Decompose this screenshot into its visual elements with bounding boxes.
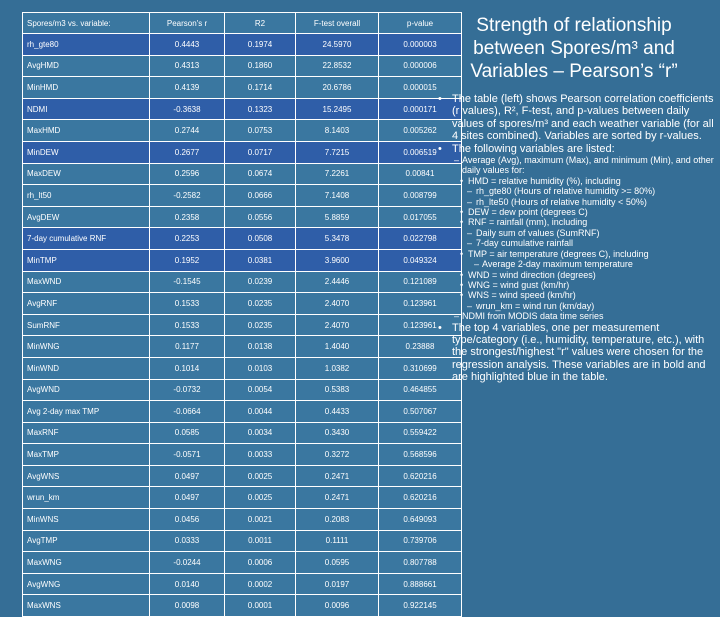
bullet-item	[430, 280, 715, 290]
table-row	[23, 206, 462, 228]
bullet-marker: •	[460, 269, 464, 280]
bullet-marker: •	[460, 248, 464, 259]
cell-p-value: 0.507067	[379, 401, 462, 423]
cell-variable: MaxWNG	[23, 552, 150, 574]
bullet-text: 7-day cumulative rainfall	[476, 238, 574, 249]
cell-f-test: 5.3478	[296, 228, 379, 250]
bullet-text: Daily sum of values (SumRNF)	[476, 227, 600, 238]
bullet-item	[430, 238, 715, 248]
bullet-item	[430, 301, 715, 311]
bullet-text: RNF = rainfall (mm), including	[468, 217, 588, 228]
cell-r2: 0.0556	[225, 206, 296, 228]
cell-r2: 0.0002	[225, 573, 296, 595]
cell-f-test: 2.4070	[296, 293, 379, 315]
cell-f-test: 0.1111	[296, 530, 379, 552]
cell-pearson-r: -0.3638	[150, 98, 225, 120]
cell-pearson-r: 0.4139	[150, 77, 225, 99]
cell-variable: MinWNS	[23, 509, 150, 531]
cell-pearson-r: 0.2253	[150, 228, 225, 250]
bullet-marker: •	[460, 175, 464, 186]
cell-variable: AvgRNF	[23, 293, 150, 315]
cell-r2: 0.0239	[225, 271, 296, 293]
bullet-text: Average 2-day maximum temperature	[482, 259, 633, 270]
cell-r2: 0.1323	[225, 98, 296, 120]
cell-f-test: 2.4070	[296, 314, 379, 336]
cell-variable: AvgWND	[23, 379, 150, 401]
cell-variable: AvgHMD	[23, 55, 150, 77]
table-row	[23, 573, 462, 595]
cell-f-test: 0.2471	[296, 487, 379, 509]
bullet-item	[430, 228, 715, 238]
cell-f-test: 0.0197	[296, 573, 379, 595]
header-variable: Spores/m3 vs. variable:	[23, 13, 150, 34]
bullet-item	[430, 186, 715, 196]
bullet-text: rh_lte50 (Hours of relative humidity < 50%)	[476, 196, 647, 207]
bullet-marker: –	[467, 227, 473, 238]
cell-variable: MaxWND	[23, 271, 150, 293]
cell-variable: SumRNF	[23, 314, 150, 336]
cell-pearson-r: 0.0497	[150, 487, 225, 509]
cell-pearson-r: -0.0244	[150, 552, 225, 574]
cell-variable: wrun_km	[23, 487, 150, 509]
bullet-marker: •	[438, 321, 442, 334]
header-pearson-r: Pearson's r	[150, 13, 225, 34]
cell-r2: 0.0011	[225, 530, 296, 552]
table-row	[23, 444, 462, 466]
bullet-text: rh_gte80 (Hours of relative humidity >= 80%)	[476, 186, 656, 197]
cell-f-test: 20.6786	[296, 77, 379, 99]
cell-f-test: 3.9600	[296, 249, 379, 271]
bullet-item	[430, 259, 715, 269]
cell-f-test: 0.5383	[296, 379, 379, 401]
cell-r2: 0.0001	[225, 595, 296, 617]
cell-pearson-r: -0.2582	[150, 185, 225, 207]
correlation-table	[22, 12, 462, 617]
cell-pearson-r: 0.4313	[150, 55, 225, 77]
cell-r2: 0.1974	[225, 34, 296, 56]
table-row	[23, 249, 462, 271]
bullet-marker: –	[474, 259, 480, 270]
bullet-marker: –	[454, 311, 460, 322]
bullet-item	[430, 217, 715, 227]
cell-r2: 0.1860	[225, 55, 296, 77]
cell-r2: 0.0235	[225, 314, 296, 336]
cell-f-test: 8.1403	[296, 120, 379, 142]
bullet-text: NDMI from MODIS data time series	[462, 311, 604, 322]
bullet-text: The top 4 variables, one per measurement type/category (i.e., humidity, temperature, etc.), with the strongest/highest "r" values were chosen for the regression analysis. These variables are in bold and are highlighted blue in the table.	[452, 321, 706, 384]
cell-pearson-r: 0.1533	[150, 293, 225, 315]
cell-variable: MaxHMD	[23, 120, 150, 142]
bullet-text: The table (left) shows Pearson correlation coefficients (r values), R², F-test, and p-values between daily values of spores/m³ and each weather variable (for all 4 sites combined). Variables are sorted by r-values.	[452, 93, 714, 143]
bullet-marker: •	[460, 207, 464, 218]
bullet-text: The following variables are listed:	[452, 142, 615, 155]
cell-f-test: 22.8532	[296, 55, 379, 77]
cell-p-value: 0.807788	[379, 552, 462, 574]
cell-f-test: 0.3272	[296, 444, 379, 466]
cell-r2: 0.0753	[225, 120, 296, 142]
cell-variable: MaxDEW	[23, 163, 150, 185]
table-row	[23, 163, 462, 185]
table-header-row	[23, 13, 462, 34]
cell-r2: 0.0138	[225, 336, 296, 358]
bullet-item	[430, 270, 715, 280]
cell-f-test: 0.2083	[296, 509, 379, 531]
bullet-marker: –	[467, 300, 473, 311]
cell-pearson-r: 0.0140	[150, 573, 225, 595]
table-row	[23, 98, 462, 120]
cell-pearson-r: -0.0664	[150, 401, 225, 423]
table-row	[23, 487, 462, 509]
cell-p-value: 0.568596	[379, 444, 462, 466]
cell-pearson-r: 0.1952	[150, 249, 225, 271]
cell-variable: Avg 2-day max TMP	[23, 401, 150, 423]
cell-variable: NDMI	[23, 98, 150, 120]
cell-r2: 0.0381	[225, 249, 296, 271]
table-row	[23, 228, 462, 250]
cell-variable: rh_lt50	[23, 185, 150, 207]
cell-f-test: 0.0096	[296, 595, 379, 617]
cell-pearson-r: 0.0497	[150, 465, 225, 487]
cell-variable: MinDEW	[23, 141, 150, 163]
table-row	[23, 401, 462, 423]
cell-pearson-r: 0.2677	[150, 141, 225, 163]
cell-p-value: 0.000171	[379, 98, 462, 120]
cell-f-test: 1.0382	[296, 357, 379, 379]
cell-f-test: 0.2471	[296, 465, 379, 487]
table-row	[23, 141, 462, 163]
cell-variable: AvgWNG	[23, 573, 150, 595]
cell-variable: MaxRNF	[23, 422, 150, 444]
bullet-item	[430, 207, 715, 217]
cell-variable: 7-day cumulative RNF	[23, 228, 150, 250]
cell-p-value: 0.620216	[379, 487, 462, 509]
cell-p-value: 0.022798	[379, 228, 462, 250]
cell-f-test: 24.5970	[296, 34, 379, 56]
cell-f-test: 7.1408	[296, 185, 379, 207]
cell-f-test: 0.0595	[296, 552, 379, 574]
table-row	[23, 379, 462, 401]
cell-r2: 0.0508	[225, 228, 296, 250]
bullet-item	[430, 311, 715, 321]
bullet-text: WNS = wind speed (km/hr)	[468, 290, 576, 301]
cell-pearson-r: -0.0571	[150, 444, 225, 466]
cell-variable: MinTMP	[23, 249, 150, 271]
cell-r2: 0.0717	[225, 141, 296, 163]
cell-p-value: 0.017055	[379, 206, 462, 228]
bullet-marker: •	[438, 93, 442, 105]
bullet-list	[430, 93, 715, 384]
cell-f-test: 1.4040	[296, 336, 379, 358]
header-p-value: p-value	[379, 13, 462, 34]
cell-r2: 0.0674	[225, 163, 296, 185]
table-body	[23, 34, 462, 617]
cell-f-test: 7.7215	[296, 141, 379, 163]
cell-variable: MinWNG	[23, 336, 150, 358]
cell-r2: 0.0044	[225, 401, 296, 423]
cell-f-test: 0.3430	[296, 422, 379, 444]
cell-p-value: 0.310699	[379, 357, 462, 379]
table-row	[23, 530, 462, 552]
cell-p-value: 0.00841	[379, 163, 462, 185]
cell-p-value: 0.049324	[379, 249, 462, 271]
cell-pearson-r: -0.1545	[150, 271, 225, 293]
table-row	[23, 357, 462, 379]
bullet-item	[430, 290, 715, 300]
header-f-test: F-test overall	[296, 13, 379, 34]
cell-variable: AvgWNS	[23, 465, 150, 487]
table-row	[23, 120, 462, 142]
slide-title: Strength of relationship between Spores/m³ and Variables – Pearson’s “r”	[470, 15, 678, 82]
cell-r2: 0.0666	[225, 185, 296, 207]
cell-pearson-r: 0.2358	[150, 206, 225, 228]
cell-variable: MinHMD	[23, 77, 150, 99]
cell-f-test: 2.4446	[296, 271, 379, 293]
cell-pearson-r: 0.2596	[150, 163, 225, 185]
cell-pearson-r: 0.4443	[150, 34, 225, 56]
cell-p-value: 0.008799	[379, 185, 462, 207]
bullet-text: wrun_km = wind run (km/day)	[476, 300, 595, 311]
table-row	[23, 552, 462, 574]
table-row	[23, 509, 462, 531]
table-row	[23, 465, 462, 487]
bullet-text: WND = wind direction (degrees)	[468, 269, 596, 280]
table-row	[23, 55, 462, 77]
cell-pearson-r: 0.0585	[150, 422, 225, 444]
bullet-marker: •	[460, 217, 464, 228]
table-row	[23, 293, 462, 315]
table-row	[23, 595, 462, 617]
cell-p-value: 0.123961	[379, 293, 462, 315]
bullet-marker: •	[460, 279, 464, 290]
bullet-marker: –	[467, 186, 473, 197]
cell-variable: MaxWNS	[23, 595, 150, 617]
table-row	[23, 77, 462, 99]
cell-f-test: 0.4433	[296, 401, 379, 423]
cell-p-value: 0.922145	[379, 595, 462, 617]
cell-r2: 0.0103	[225, 357, 296, 379]
bullet-marker: •	[460, 290, 464, 301]
bullet-marker: –	[454, 155, 460, 166]
cell-pearson-r: 0.0456	[150, 509, 225, 531]
bullet-text: HMD = relative humidity (%), including	[468, 175, 621, 186]
cell-pearson-r: 0.1533	[150, 314, 225, 336]
cell-p-value: 0.464855	[379, 379, 462, 401]
table-row	[23, 314, 462, 336]
cell-p-value: 0.739706	[379, 530, 462, 552]
bullet-item	[430, 176, 715, 186]
bullet-text: WNG = wind gust (km/hr)	[468, 279, 570, 290]
header-r2: R2	[225, 13, 296, 34]
cell-variable: MaxTMP	[23, 444, 150, 466]
bullet-text: DEW = dew point (degrees C)	[468, 207, 588, 218]
cell-r2: 0.0025	[225, 465, 296, 487]
cell-r2: 0.0021	[225, 509, 296, 531]
cell-pearson-r: -0.0732	[150, 379, 225, 401]
bullet-marker: –	[467, 238, 473, 249]
cell-pearson-r: 0.0333	[150, 530, 225, 552]
cell-p-value: 0.000003	[379, 34, 462, 56]
cell-p-value: 0.649093	[379, 509, 462, 531]
cell-pearson-r: 0.2744	[150, 120, 225, 142]
bullet-text: Average (Avg), maximum (Max), and minimum (Min), and other daily values for:	[462, 155, 714, 176]
cell-pearson-r: 0.0098	[150, 595, 225, 617]
cell-pearson-r: 0.1014	[150, 357, 225, 379]
cell-variable: rh_gte80	[23, 34, 150, 56]
cell-p-value: 0.000015	[379, 77, 462, 99]
table-row	[23, 422, 462, 444]
cell-r2: 0.1714	[225, 77, 296, 99]
cell-p-value: 0.123961	[379, 314, 462, 336]
cell-variable: AvgDEW	[23, 206, 150, 228]
bullet-marker: –	[467, 196, 473, 207]
bullet-item	[430, 249, 715, 259]
cell-p-value: 0.121089	[379, 271, 462, 293]
cell-r2: 0.0235	[225, 293, 296, 315]
cell-r2: 0.0025	[225, 487, 296, 509]
bullet-text: TMP = air temperature (degrees C), including	[468, 248, 649, 259]
cell-r2: 0.0006	[225, 552, 296, 574]
cell-r2: 0.0033	[225, 444, 296, 466]
cell-p-value: 0.006519	[379, 141, 462, 163]
bullet-item	[430, 155, 715, 176]
cell-p-value: 0.620216	[379, 465, 462, 487]
table-row	[23, 271, 462, 293]
cell-f-test: 15.2495	[296, 98, 379, 120]
cell-variable: MinWND	[23, 357, 150, 379]
cell-f-test: 7.2261	[296, 163, 379, 185]
cell-pearson-r: 0.1177	[150, 336, 225, 358]
cell-p-value: 0.888661	[379, 573, 462, 595]
cell-r2: 0.0054	[225, 379, 296, 401]
cell-p-value: 0.23888	[379, 336, 462, 358]
cell-r2: 0.0034	[225, 422, 296, 444]
bullet-item	[430, 93, 715, 143]
cell-p-value: 0.005262	[379, 120, 462, 142]
cell-p-value: 0.559422	[379, 422, 462, 444]
table-row	[23, 185, 462, 207]
bullet-item	[430, 143, 715, 155]
table-row	[23, 34, 462, 56]
cell-f-test: 5.8859	[296, 206, 379, 228]
table-row	[23, 336, 462, 358]
bullet-item	[430, 322, 715, 384]
bullet-marker: •	[438, 142, 442, 155]
cell-variable: AvgTMP	[23, 530, 150, 552]
cell-p-value: 0.000006	[379, 55, 462, 77]
bullet-item	[430, 197, 715, 207]
